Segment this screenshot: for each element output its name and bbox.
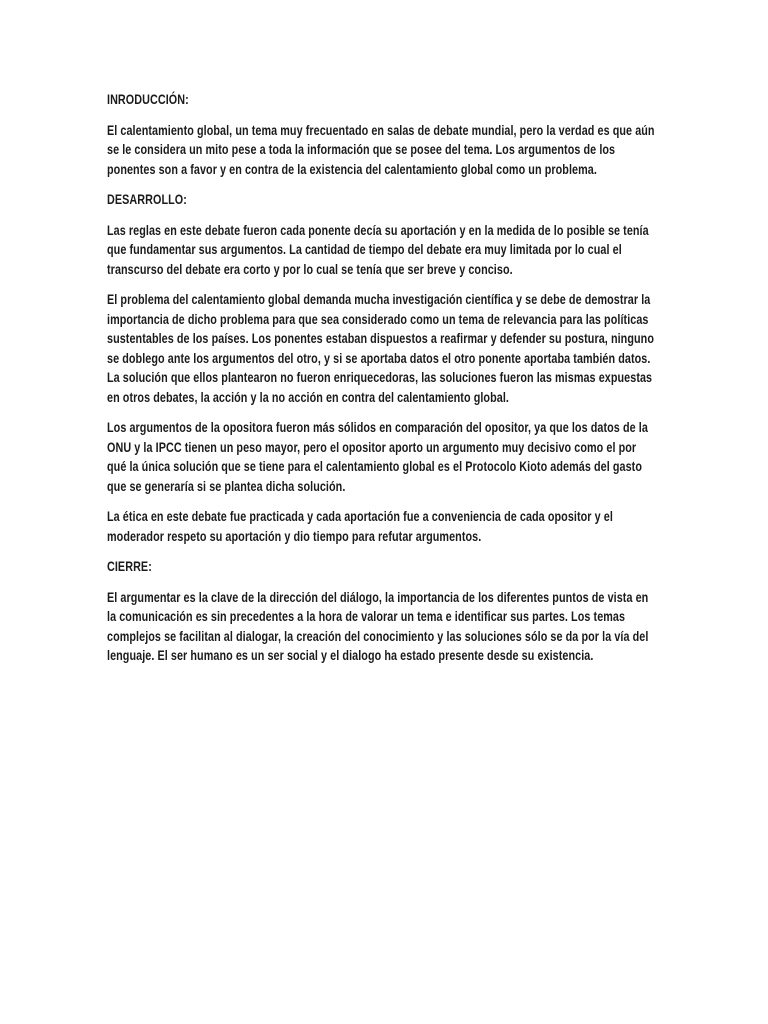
section-heading-cierre: CIERRE: [107,558,152,574]
paragraph-cierre-1: El argumentar es la clave de la dirección del diálogo, la importancia de los diferentes puntos de vista en la comunicación es sin precedentes a la hora de valorar un tema e identificar sus partes. Los temas complejos se facilitan al dialogar, la creación del conocimiento y las soluciones sólo se da por la vía del lenguaje. El ser humano es un ser social y el dialogo ha estado presente desde su existencia. [107,588,649,663]
section-heading-introduccion: INRODUCCIÓN: [107,91,189,107]
document-content [107,90,658,677]
paragraph-desarrollo-2: El problema del calentamiento global demanda mucha investigación científica y se debe de demostrar la importancia de dicho problema para que sea considerado como un tema de relevancia para las políticas sustentables de los países. Los ponentes estaban dispuestos a reafirmar y defender su postura, ninguno se doblego ante los argumentos del otro, y si se aportaba datos el otro ponente aportaba también datos. La solución que ellos plantearon no fueron enriquecedoras, las soluciones fueron las mismas expuestas en otros debates, la acción y la no acción en contra del calentamiento global. [107,291,655,405]
section-heading-desarrollo: DESARROLLO: [107,191,187,207]
paragraph-desarrollo-3: Los argumentos de la opositora fueron más sólidos en comparación del opositor, ya que los datos de la ONU y la IPCC tienen un peso mayor, pero el opositor aporto un argumento muy decisivo como el por qué la única solución que se tiene para el calentamiento global es el Protocolo Kioto además del gasto que se generaría si se plantea dicha solución. [107,419,648,494]
paragraph-desarrollo-4: La ética en este debate fue practicada y cada aportación fue a conveniencia de cada opositor y el moderador respeto su aportación y dio tiempo para refutar argumentos. [107,508,613,544]
paragraph-desarrollo-1: Las reglas en este debate fueron cada ponente decía su aportación y en la medida de lo posible se tenía que fundamentar sus argumentos. La cantidad de tiempo del debate era muy limitada por lo cual el transcurso del debate era corto y por lo cual se tenía que ser breve y conciso. [107,221,649,277]
paragraph-introduccion-1: El calentamiento global, un tema muy frecuentado en salas de debate mundial, pero la verdad es que aún se le considera un mito pese a toda la información que se posee del tema. Los argumentos de los ponentes son a favor y en contra de la existencia del calentamiento global como un problema. [107,121,655,177]
